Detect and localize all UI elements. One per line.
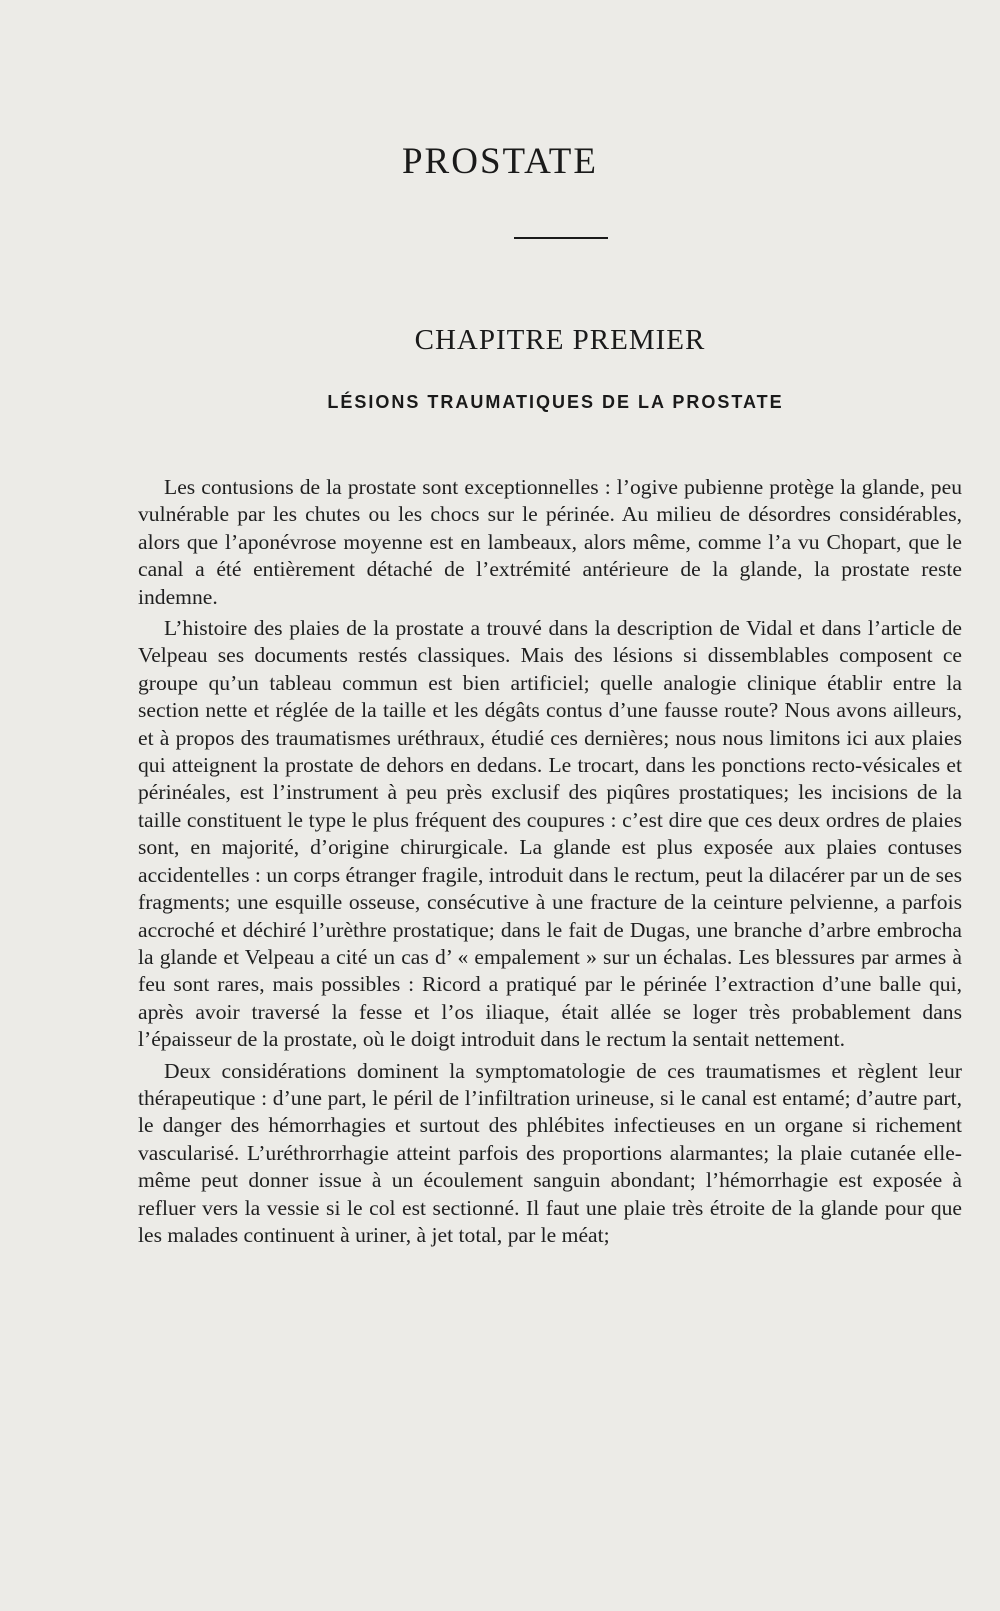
body-text xyxy=(138,474,962,1253)
chapter-heading: CHAPITRE PREMIER xyxy=(414,324,706,356)
paragraph: L’histoire des plaies de la prostate a trouvé dans la description de Vidal et dans l’article de Velpeau ses documents restés classiques. Mais des lésions si dissemblables composent ce groupe qu’un tableau commun est bien artificiel; quelle analogie clinique établir entre la section nette et réglée de la taille et les dégâts contus d’une fausse route? Nous avons ailleurs, et à propos des traumatismes uréthraux, étudié ces dernières; nous nous limitons ici aux plaies qui atteignent la prostate de dehors en dedans. Le trocart, dans les ponctions recto-vésicales et périnéales, est l’instrument à peu près exclusif des piqûres prostatiques; les incisions de la taille constituent le type le plus fréquent des coupures : c’est dire que ces deux ordres de plaies sont, en majorité, d’origine chirurgicale. La glande est plus exposée aux plaies contuses accidentelles : un corps étranger fragile, introduit dans le rectum, peut la dilacérer par un de ses fragments; une esquille osseuse, consécutive à une fracture de la ceinture pelvienne, a parfois accroché et déchiré l’urèthre prostatique; dans le fait de Dugas, une branche d’arbre embrocha la glande et Velpeau a cité un cas d’ « empalement » sur un échalas. Les blessures par armes à feu sont rares, mais possibles : Ricord a pratiqué par le périnée l’extraction d’une balle qui, après avoir traversé la fesse et l’os iliaque, était allée se loger très probablement dans l’épaisseur de la prostate, où le doigt introduit dans le rectum la sentait nettement. xyxy=(138,616,962,1052)
title-rule xyxy=(514,237,608,239)
section-heading: LÉSIONS TRAUMATIQUES DE LA PROSTATE xyxy=(327,392,784,412)
page-title: PROSTATE xyxy=(401,141,598,182)
paragraph: Les contusions de la prostate sont exceptionnelles : l’ogive pubienne protège la glande, peu vulnérable par les chutes ou les chocs sur le périnée. Au milieu de désordres considérables, alors que l’aponévrose moyenne est en lambeaux, alors même, comme l’a vu Chopart, que le canal a été entièrement détaché de l’extrémité antérieure de la glande, la prostate reste indemne. xyxy=(138,475,962,609)
paragraph: Deux considérations dominent la symptomatologie de ces traumatismes et règlent leur thérapeutique : d’une part, le péril de l’infiltration urineuse, si le canal est entamé; d’autre part, le danger des hémorrhagies et surtout des phlébites infectieuses en un organe si richement vascularisé. L’uréthrorrhagie atteint parfois des proportions alarmantes; la plaie cutanée elle-même peut donner issue à un écoulement sanguin abondant; l’hémorrhagie est exposée à refluer vers la vessie si le col est sectionné. Il faut une plaie très étroite de la glande pour que les malades continuent à uriner, à jet total, par le méat; xyxy=(138,1058,962,1247)
